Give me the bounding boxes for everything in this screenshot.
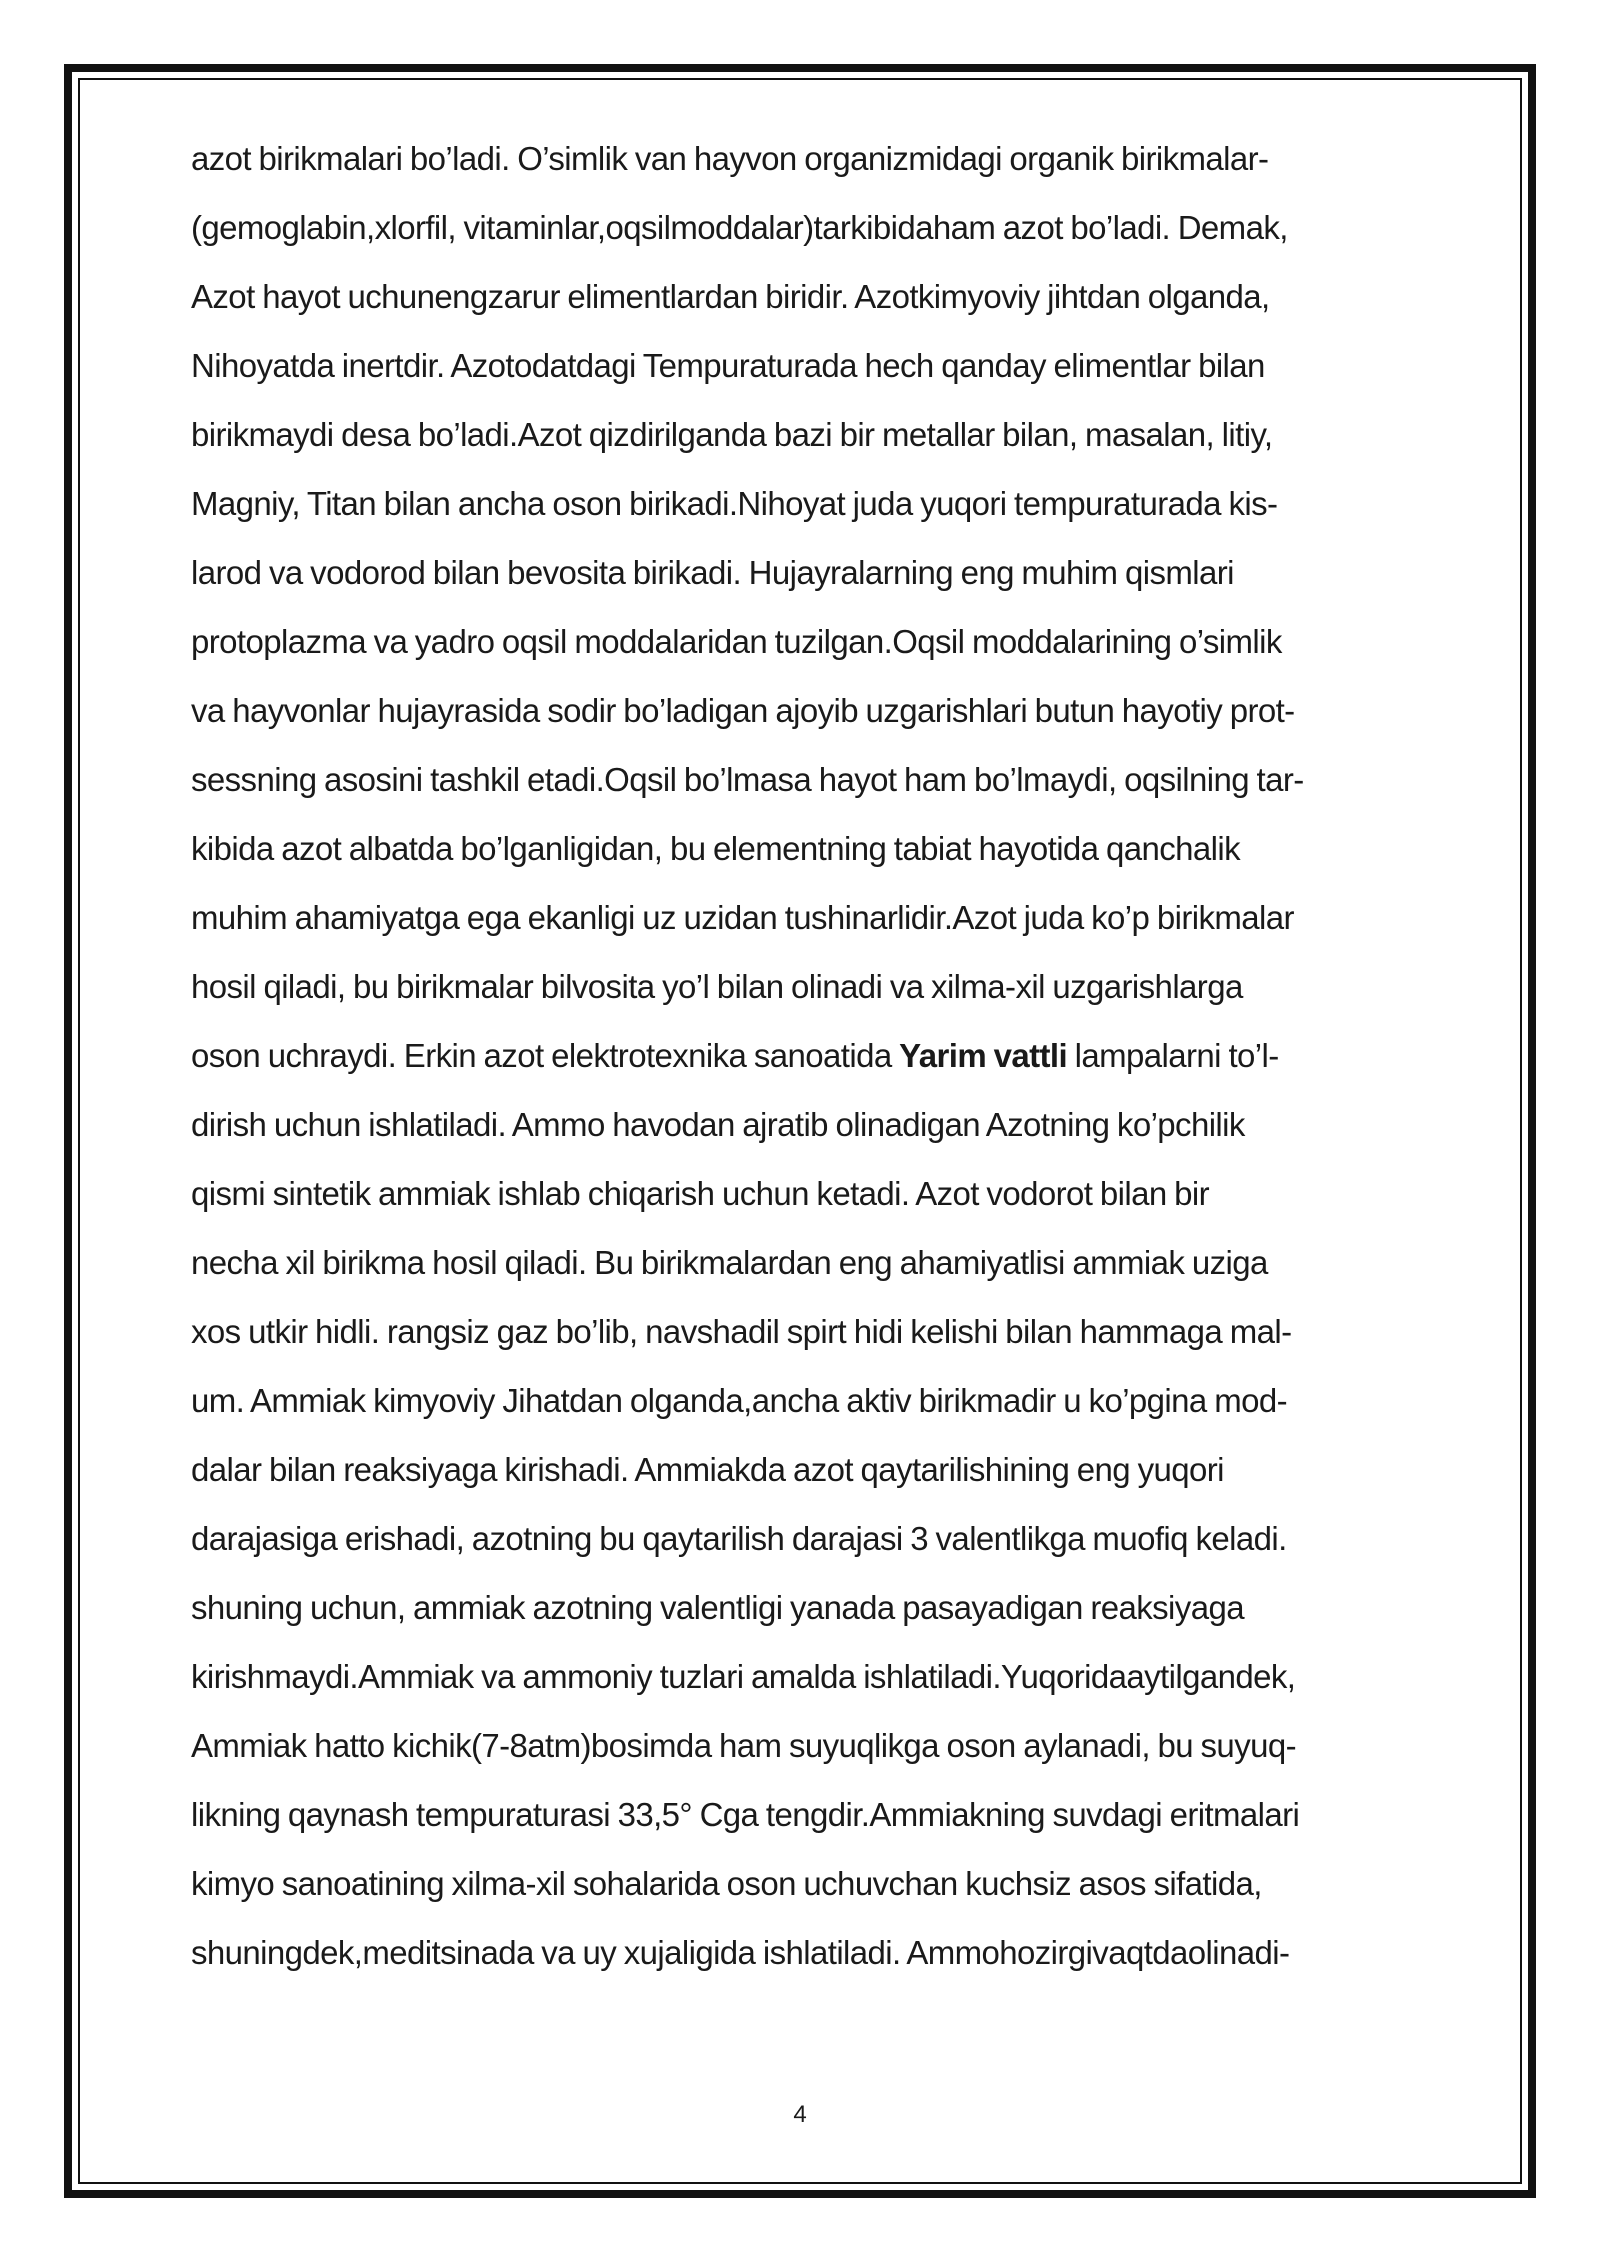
text-segment: oson uchraydi. Erkin azot elektrotexnika sanoatida [191, 1037, 900, 1074]
text-line: va hayvonlar hujayrasida sodir bo’ladigan ajoyib uzgarishlari butun hayotiy prot- [191, 692, 1295, 729]
bold-term: Yarim vattli [899, 1037, 1068, 1074]
text-line: dirish uchun ishlatiladi. Ammo havodan ajratib olinadigan Azotning ko’pchilik [191, 1106, 1245, 1143]
text-line: Magniy, Titan bilan ancha oson birikadi.Nihoyat juda yuqori tempuraturada kis- [191, 485, 1278, 522]
text-line: likning qaynash tempuraturasi 33,5° Cga tengdir.Ammiakning suvdagi eritmalari [191, 1796, 1300, 1833]
text-line: kibida azot albatda bo’lganligidan, bu elementning tabiat hayotida qanchalik [191, 830, 1241, 867]
text-segment: lampalarni to’l- [1067, 1037, 1279, 1074]
text-line: protoplazma va yadro oqsil moddalaridan tuzilgan.Oqsil moddalarining o’simlik [191, 623, 1282, 660]
body-text [191, 128, 1421, 1991]
text-line: dalar bilan reaksiyaga kirishadi. Ammiakda azot qaytarilishining eng yuqori [191, 1451, 1224, 1488]
text-line: xos utkir hidli. rangsiz gaz bo’lib, navshadil spirt hidi kelishi bilan hammaga mal- [191, 1313, 1292, 1350]
text-line: azot birikmalari bo’ladi. O’simlik van hayvon organizmidagi organik birikmalar- [191, 140, 1269, 177]
text-line: shuning uchun, ammiak azotning valentligi yanada pasayadigan reaksiyaga [191, 1589, 1244, 1626]
text-line: um. Ammiak kimyoviy Jihatdan olganda,ancha aktiv birikmadir u ko’pgina mod- [191, 1382, 1288, 1419]
text-line: muhim ahamiyatga ega ekanligi uz uzidan tushinarlidir.Azot juda ko’p birikmalar [191, 899, 1294, 936]
text-line-with-bold [191, 1025, 1421, 1094]
text-line: darajasiga erishadi, azotning bu qaytarilish darajasi 3 valentlikga muofiq keladi. [191, 1520, 1287, 1557]
page-number: 4 [793, 2101, 807, 2128]
text-line: kirishmaydi.Ammiak va ammoniy tuzlari amalda ishlatiladi.Yuqoridaaytilgandek, [191, 1658, 1296, 1695]
text-line: larod va vodorod bilan bevosita birikadi. Hujayralarning eng muhim qismlari [191, 554, 1234, 591]
text-line: hosil qiladi, bu birikmalar bilvosita yo’l bilan olinadi va xilma-xil uzgarishlarga [191, 968, 1243, 1005]
text-line: shuningdek,meditsinada va uy xujaligida ishlatiladi. Ammohozirgivaqtdaolinadi- [191, 1934, 1290, 1971]
text-line: birikmaydi desa bo’ladi.Azot qizdirilganda bazi bir metallar bilan, masalan, litiy, [191, 416, 1273, 453]
text-line: necha xil birikma hosil qiladi. Bu birikmalardan eng ahamiyatlisi ammiak uziga [191, 1244, 1268, 1281]
text-line: Azot hayot uchunengzarur elimentlardan biridir. Azotkimyoviy jihtdan olganda, [191, 278, 1270, 315]
text-line: sessning asosini tashkil etadi.Oqsil bo’lmasa hayot ham bo’lmaydi, oqsilning tar- [191, 761, 1304, 798]
text-line: (gemoglabin,xlorfil, vitaminlar,oqsilmoddalar)tarkibidaham azot bo’ladi. Demak, [191, 209, 1288, 246]
text-line: qismi sintetik ammiak ishlab chiqarish uchun ketadi. Azot vodorot bilan bir [191, 1175, 1210, 1212]
text-line: Ammiak hatto kichik(7-8atm)bosimda ham suyuqlikga oson aylanadi, bu suyuq- [191, 1727, 1296, 1764]
text-line: kimyo sanoatining xilma-xil sohalarida oson uchuvchan kuchsiz asos sifatida, [191, 1865, 1262, 1902]
text-line: Nihoyatda inertdir. Azotodatdagi Tempuraturada hech qanday elimentlar bilan [191, 347, 1265, 384]
